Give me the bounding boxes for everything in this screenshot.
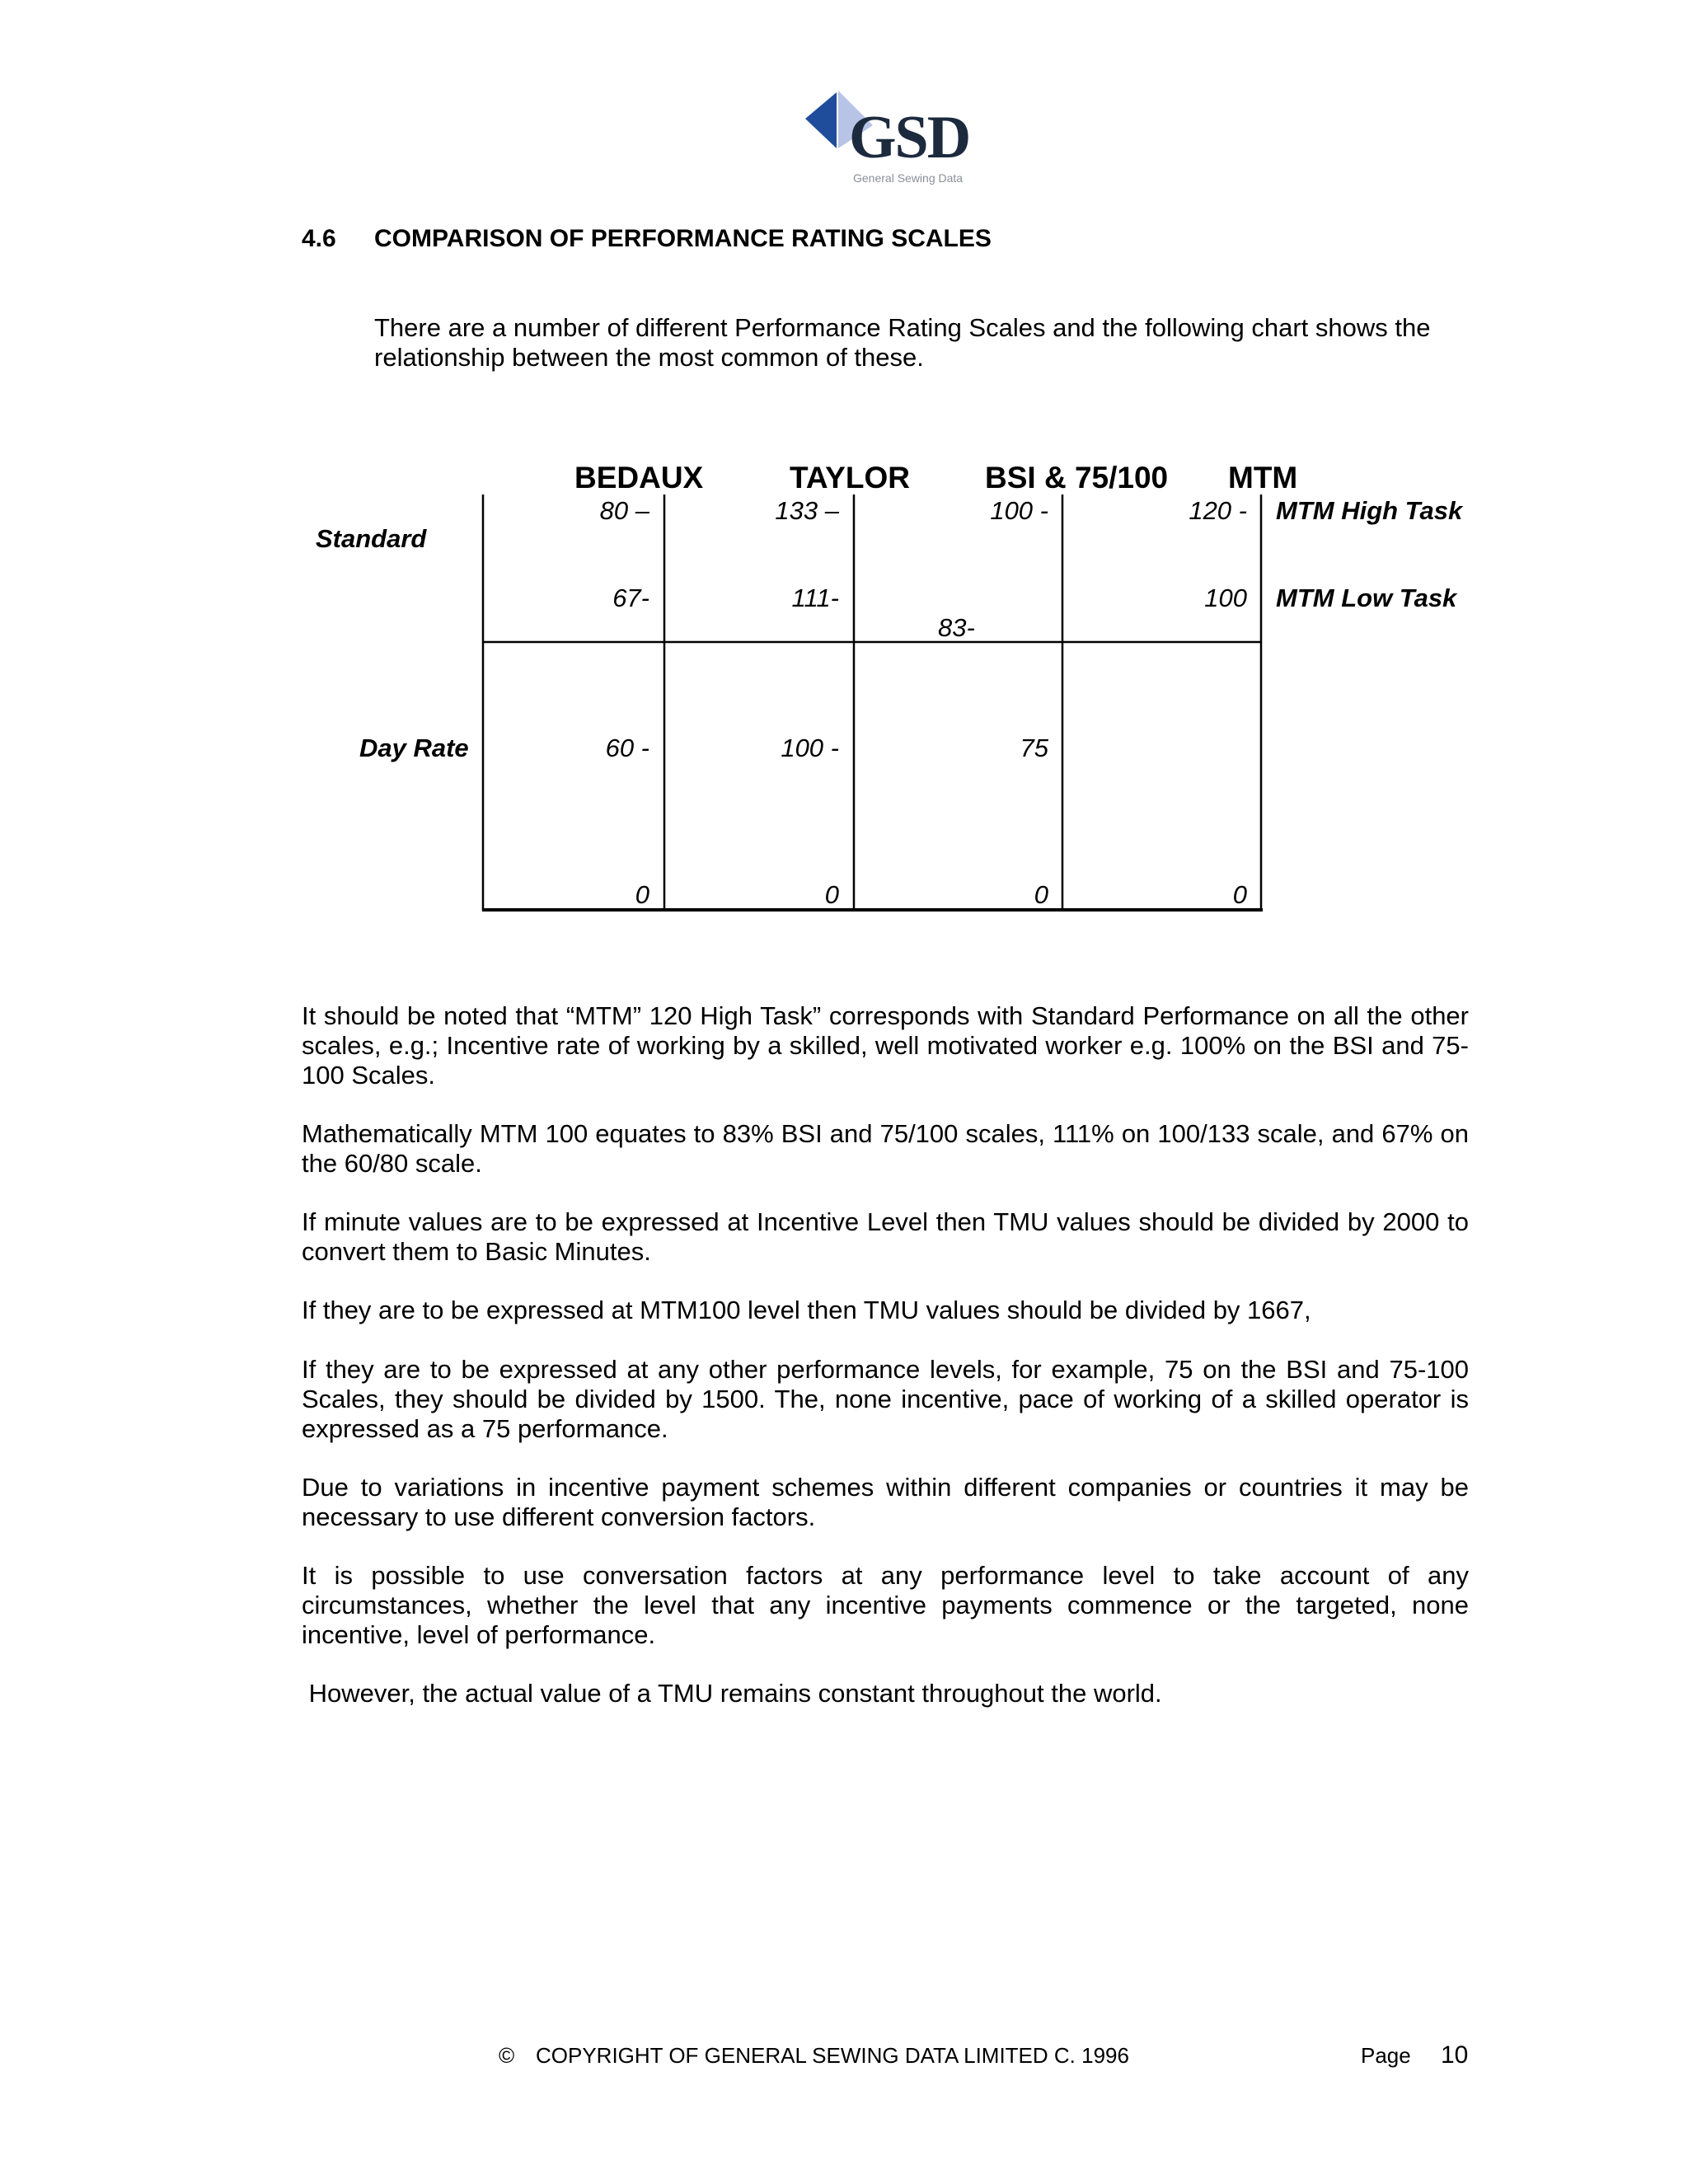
column-header-bsi: BSI & 75/100 (985, 461, 1169, 494)
bsi-mtm-low: 83- (938, 613, 975, 642)
logo-subtitle: General Sewing Data (853, 171, 964, 185)
copyright-icon: © (499, 2043, 515, 2068)
side-label-mtm-high: MTM High Task (1276, 496, 1463, 525)
taylor-day-rate: 100 - (781, 733, 839, 762)
bsi-standard: 100 - (990, 496, 1048, 525)
side-label-mtm-low: MTM Low Task (1276, 583, 1457, 612)
bsi-day-rate: 75 (1020, 733, 1048, 762)
intro-paragraph: There are a number of different Performance Rating Scales and the following chart shows the relationship between the most common of these. (374, 313, 1431, 372)
bedaux-zero: 0 (635, 880, 649, 909)
paragraph-7: It is possible to use conversation factors at any performance level to take account of any circumstances, whether the level that any incentive payments commence or the targeted, none incentive, level of performance. (302, 1561, 1469, 1649)
bsi-zero: 0 (1034, 880, 1048, 909)
section-title: COMPARISON OF PERFORMANCE RATING SCALES (374, 225, 992, 252)
paragraph-2: Mathematically MTM 100 equates to 83% BSI and 75/100 scales, 111% on 100/133 scale, and 67% on the 60/80 scale. (302, 1119, 1469, 1178)
mtm-standard: 120 - (1189, 496, 1247, 525)
paragraph-6: Due to variations in incentive payment schemes within different companies or countries it may be necessary to use different conversion factors. (302, 1473, 1469, 1531)
paragraph-4: If they are to be expressed at MTM100 level then TMU values should be divided by 1667, (302, 1296, 1311, 1324)
row-label-standard: Standard (316, 524, 427, 553)
taylor-zero: 0 (824, 880, 839, 909)
chart-grid (0, 0, 1688, 948)
section-number: 4.6 (302, 225, 336, 252)
column-header-taylor: TAYLOR (790, 461, 910, 494)
footer-copyright: COPYRIGHT OF GENERAL SEWING DATA LIMITED C. 1996 (536, 2043, 1129, 2068)
bedaux-standard: 80 – (599, 496, 649, 525)
paragraph-3: If minute values are to be expressed at Incentive Level then TMU values should be divided by 2000 to convert them to Basic Minutes. (302, 1207, 1469, 1266)
row-label-day-rate: Day Rate (359, 733, 469, 762)
column-header-mtm: MTM (1228, 461, 1298, 494)
logo-text: GSD (849, 104, 970, 171)
paragraph-1: It should be noted that “MTM” 120 High Task” corresponds with Standard Performance on all the other scales, e.g.; Incentive rate of working by a skilled, well motivated worker e.g. 100% on the BSI and 75-100 Scales. (302, 1001, 1469, 1090)
paragraph-8: However, the actual value of a TMU remains constant throughout the world. (302, 1679, 1162, 1708)
column-header-bedaux: BEDAUX (574, 461, 704, 494)
footer-page-number: 10 (1441, 2041, 1469, 2069)
taylor-mtm-low: 111- (791, 583, 839, 612)
bedaux-day-rate: 60 - (605, 733, 649, 762)
footer-page-label: Page (1361, 2043, 1411, 2068)
taylor-standard: 133 – (775, 496, 839, 525)
mtm-zero: 0 (1232, 880, 1247, 909)
paragraph-5: If they are to be expressed at any other performance levels, for example, 75 on the BSI and 75-100 Scales, they should be divided by 1500. The, none incentive, pace of working of a skilled operator is expressed as a 75 performance. (302, 1355, 1469, 1443)
mtm-mtm-low: 100 (1204, 583, 1247, 612)
bedaux-mtm-low: 67- (612, 583, 649, 612)
